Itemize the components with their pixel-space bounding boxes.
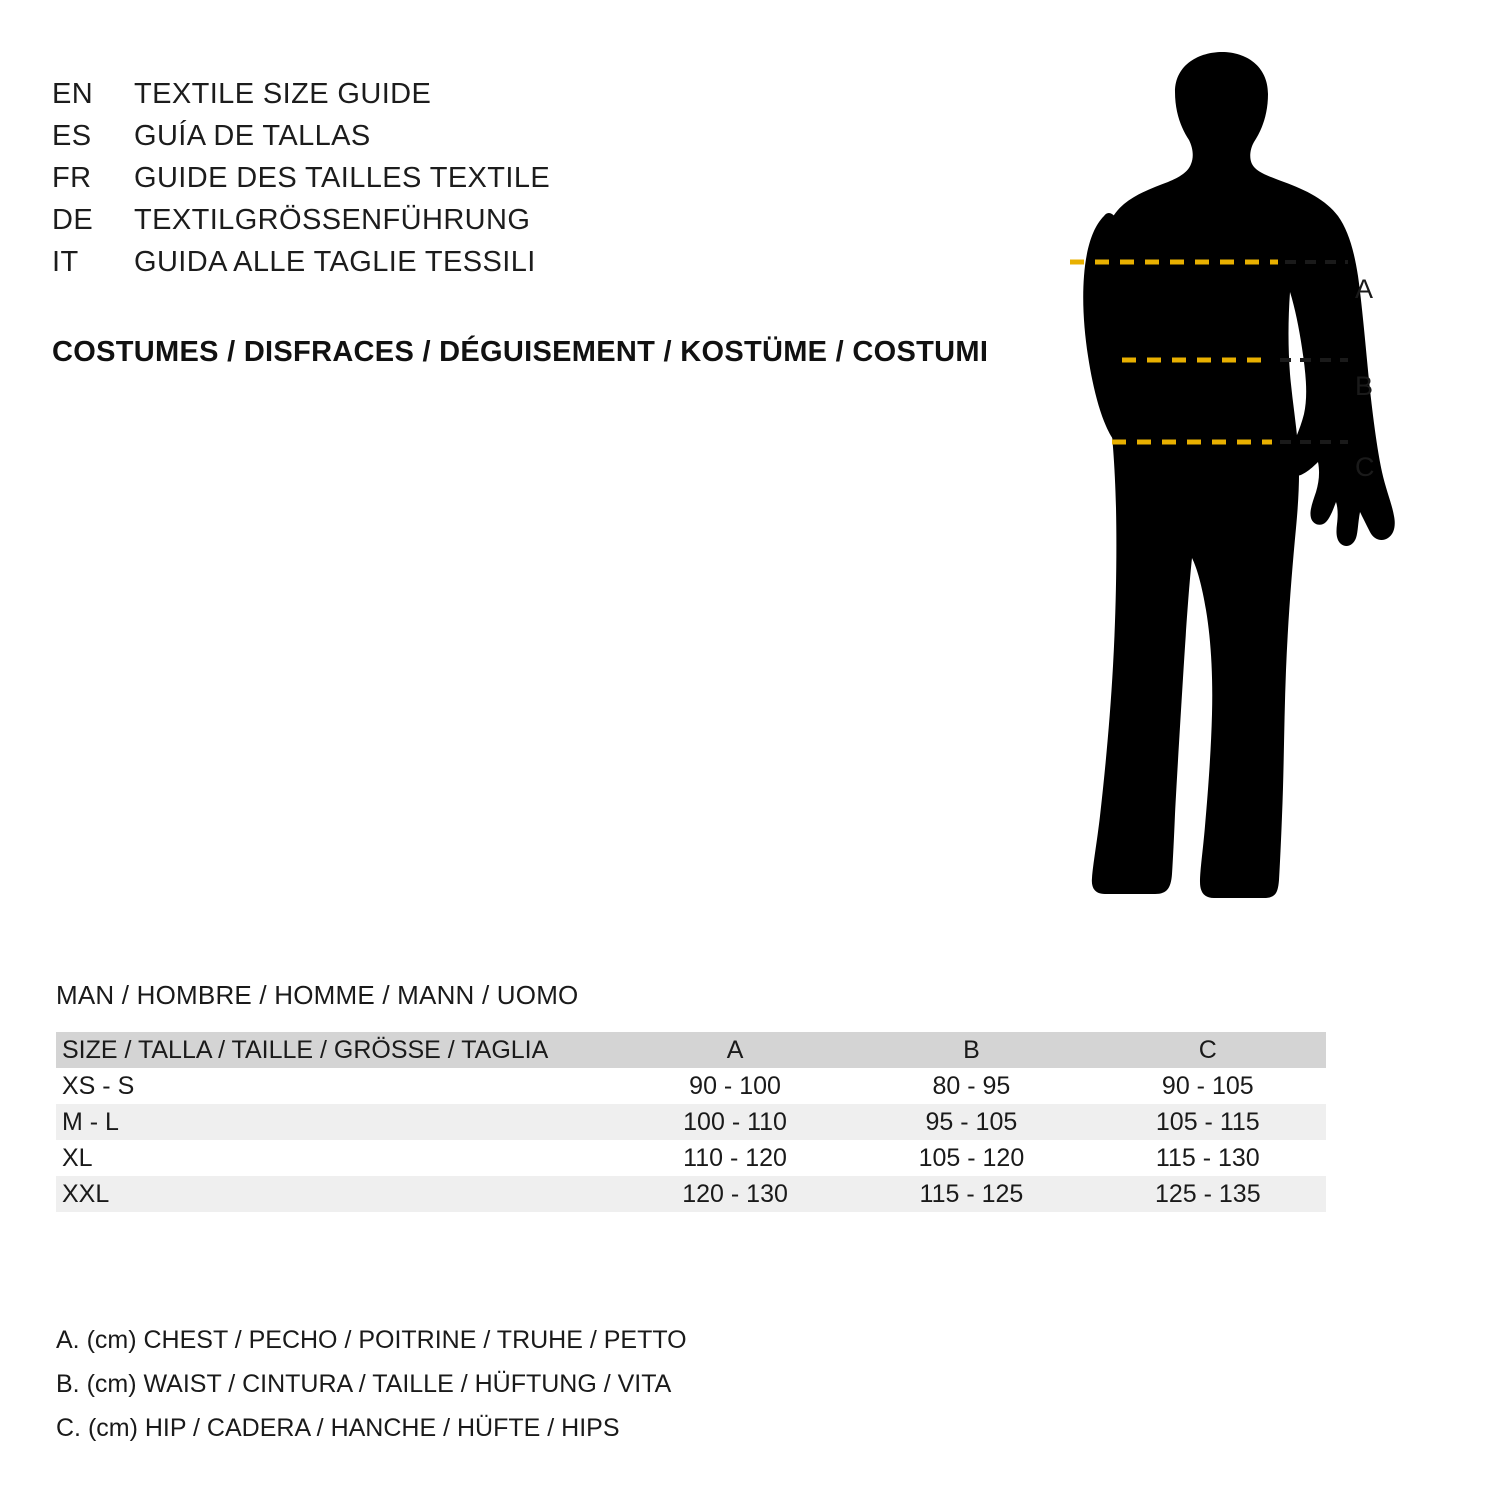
- cell-size: XS - S: [56, 1068, 617, 1104]
- cell-size: XL: [56, 1140, 617, 1176]
- column-header-c: C: [1090, 1032, 1326, 1068]
- language-row-fr: [52, 162, 1012, 204]
- table-row: [56, 1068, 1326, 1104]
- legend-item-a: A. (cm) CHEST / PECHO / POITRINE / TRUHE / PETTO: [56, 1326, 687, 1354]
- language-code: DE: [52, 204, 94, 236]
- category-line: COSTUMES / DISFRACES / DÉGUISEMENT / KOSTÜME / COSTUMI: [52, 336, 989, 368]
- language-title: TEXTILGRÖSSENFÜHRUNG: [134, 204, 531, 236]
- column-header-b: B: [853, 1032, 1089, 1068]
- table-group-title: MAN / HOMBRE / HOMME / MANN / UOMO: [56, 980, 579, 1010]
- language-title: GUÍA DE TALLAS: [134, 120, 371, 152]
- language-title: TEXTILE SIZE GUIDE: [134, 78, 432, 110]
- cell-c: 90 - 105: [1090, 1068, 1326, 1104]
- cell-size: XXL: [56, 1176, 617, 1212]
- legend-item-c: C. (cm) HIP / CADERA / HANCHE / HÜFTE / HIPS: [56, 1414, 620, 1442]
- table-row: [56, 1176, 1326, 1212]
- column-header-size: SIZE / TALLA / TAILLE / GRÖSSE / TAGLIA: [56, 1032, 617, 1068]
- measure-label-b: B: [1355, 371, 1374, 401]
- measure-label-a: A: [1355, 274, 1374, 304]
- column-header-a: A: [617, 1032, 853, 1068]
- legend-item-b: B. (cm) WAIST / CINTURA / TAILLE / HÜFTUNG / VITA: [56, 1370, 672, 1398]
- cell-b: 95 - 105: [853, 1104, 1089, 1140]
- cell-c: 105 - 115: [1090, 1104, 1326, 1140]
- language-code: EN: [52, 78, 94, 110]
- language-row-en: [52, 78, 1012, 120]
- cell-size: M - L: [56, 1104, 617, 1140]
- cell-b: 80 - 95: [853, 1068, 1089, 1104]
- table-row: [56, 1140, 1326, 1176]
- man-silhouette-shape: [1092, 52, 1395, 898]
- cell-a: 120 - 130: [617, 1176, 853, 1212]
- measure-label-c: C: [1355, 452, 1375, 482]
- language-row-it: [52, 246, 1012, 288]
- cell-a: 110 - 120: [617, 1140, 853, 1176]
- language-code: ES: [52, 120, 92, 152]
- cell-c: 115 - 130: [1090, 1140, 1326, 1176]
- language-code: FR: [52, 162, 92, 194]
- language-title: GUIDA ALLE TAGLIE TESSILI: [134, 246, 536, 278]
- silhouette-svg: [1000, 30, 1470, 930]
- size-table: [56, 1032, 1326, 1212]
- cell-c: 125 - 135: [1090, 1176, 1326, 1212]
- language-code: IT: [52, 246, 79, 278]
- cell-a: 100 - 110: [617, 1104, 853, 1140]
- cell-a: 90 - 100: [617, 1068, 853, 1104]
- language-title: GUIDE DES TAILLES TEXTILE: [134, 162, 551, 194]
- cell-b: 115 - 125: [853, 1176, 1089, 1212]
- language-row-es: [52, 120, 1012, 162]
- language-row-de: [52, 204, 1012, 246]
- measurement-legend: [56, 1318, 687, 1450]
- language-list: [52, 78, 1012, 288]
- table-row: [56, 1104, 1326, 1140]
- table-header-row: [56, 1032, 1326, 1068]
- figure-illustration: [1000, 30, 1470, 930]
- cell-b: 105 - 120: [853, 1140, 1089, 1176]
